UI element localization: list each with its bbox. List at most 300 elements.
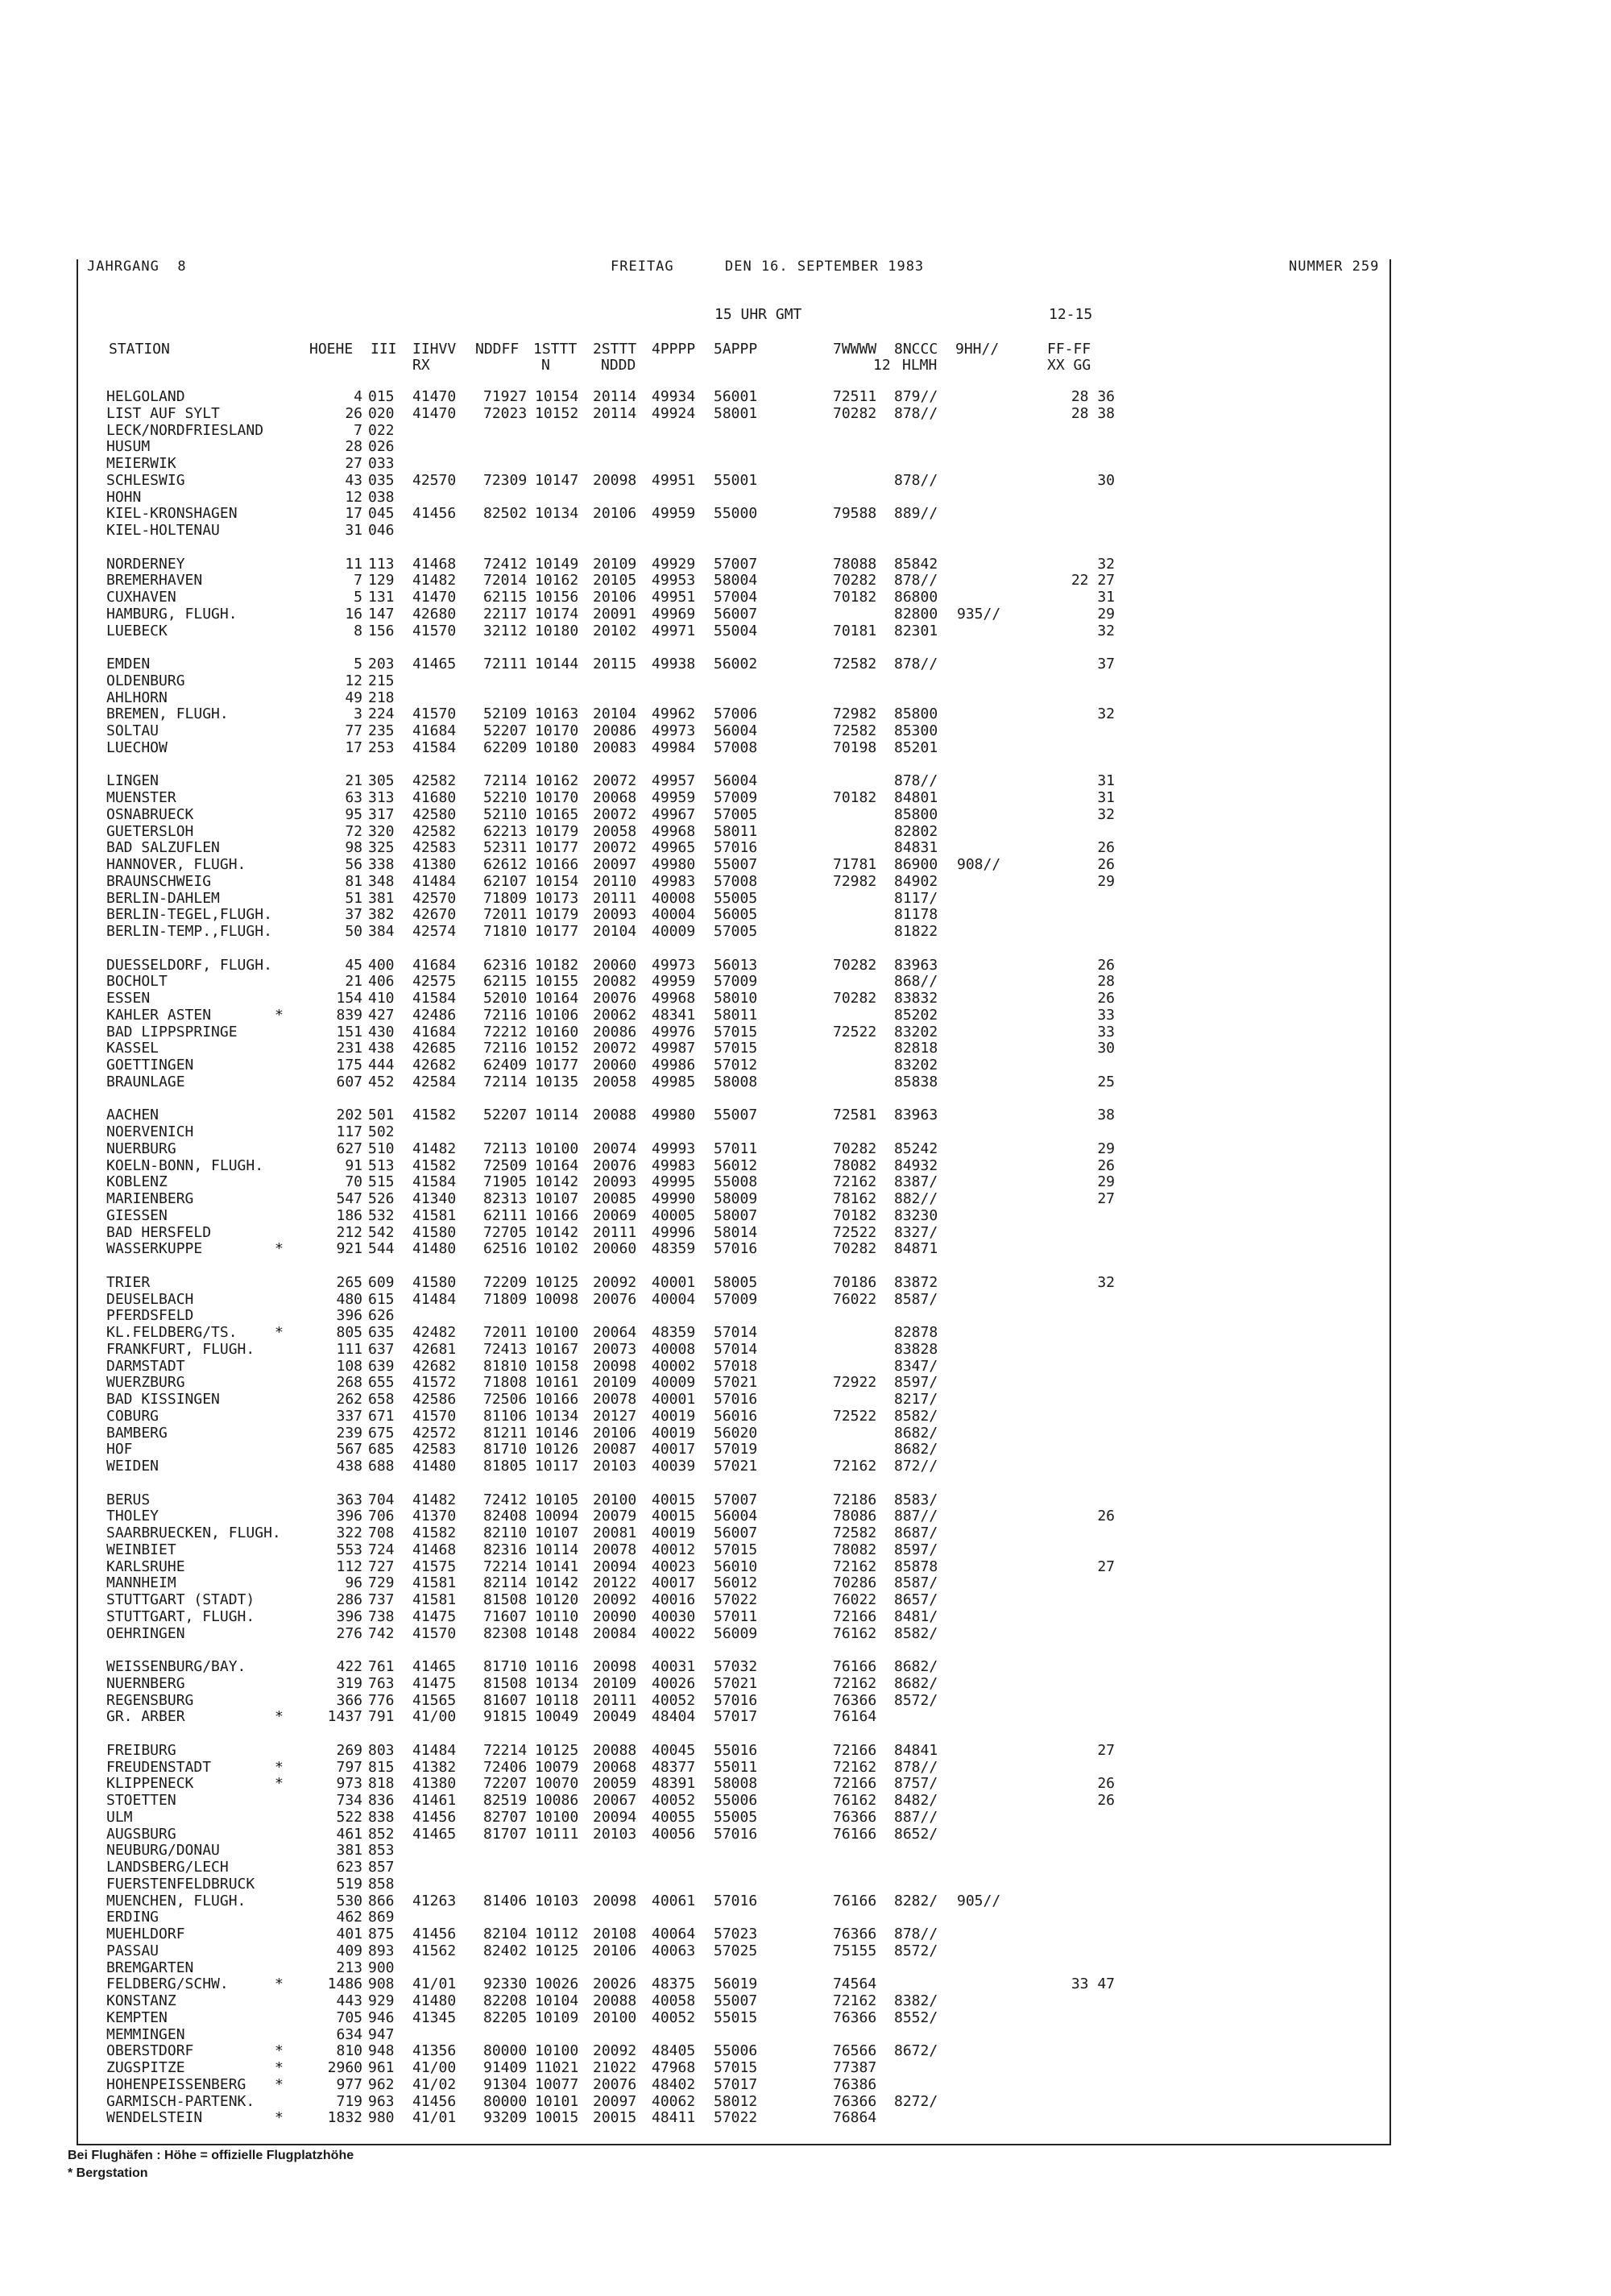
obs-value: 41470 — [412, 404, 457, 422]
obs-value: 20106 — [593, 505, 637, 523]
station-id: 203 — [368, 656, 395, 672]
obs-value: 58012 — [714, 2092, 758, 2110]
obs-value: 40052 — [652, 2008, 696, 2026]
obs-value: 882// — [894, 1190, 938, 1207]
obs-value: 41465 — [412, 656, 457, 672]
station-id: 836 — [368, 1792, 395, 1809]
obs-value: 85800 — [894, 705, 938, 723]
obs-value: 40031 — [652, 1658, 696, 1675]
station-name: KIEL-HOLTENAU — [106, 522, 220, 539]
obs-value: 85800 — [894, 805, 938, 823]
obs-value: 72982 — [833, 705, 877, 723]
station-row — [106, 2077, 1395, 2094]
station-height: 265 — [336, 1273, 362, 1291]
obs-value: 82110 — [483, 1524, 528, 1541]
obs-value: 10015 — [535, 2109, 579, 2127]
station-id: 317 — [368, 805, 395, 823]
obs-value: 40019 — [652, 1524, 696, 1541]
obs-value: 20109 — [593, 1374, 637, 1392]
obs-value: 76022 — [833, 1290, 877, 1308]
obs-value: 8582/ — [894, 1624, 938, 1642]
col-5appp: 5APPP — [714, 341, 758, 358]
obs-value: 84831 — [894, 839, 938, 857]
obs-value: 10180 — [535, 622, 579, 639]
obs-value: 20088 — [593, 1741, 637, 1759]
col-rx: RX — [412, 357, 430, 374]
obs-value: 10111 — [535, 1825, 579, 1843]
obs-value: 8552/ — [894, 2008, 938, 2026]
obs-value: 85201 — [894, 738, 938, 756]
obs-value: 40015 — [652, 1491, 696, 1508]
station-name: CUXHAVEN — [106, 589, 176, 606]
obs-value: 20114 — [593, 388, 637, 405]
obs-value: 72162 — [833, 1992, 877, 2009]
obs-value: 82502 — [483, 505, 528, 523]
station-name: DEUSELBACH — [106, 1290, 194, 1308]
station-name: PFERDSFELD — [106, 1307, 194, 1325]
obs-value: 49973 — [652, 956, 696, 974]
obs-value: 84932 — [894, 1156, 938, 1174]
obs-value: 41456 — [412, 1808, 457, 1826]
station-row — [106, 389, 1395, 406]
obs-value: 10107 — [535, 1190, 579, 1207]
obs-value: 55000 — [714, 505, 758, 523]
obs-value: 10125 — [535, 1741, 579, 1759]
obs-value: 55007 — [714, 1992, 758, 2009]
obs-value: 49959 — [652, 973, 696, 991]
obs-value: 41482 — [412, 1491, 457, 1508]
station-row — [106, 1993, 1395, 2010]
obs-value: 55007 — [714, 856, 758, 873]
station-name: WEINBIET — [106, 1541, 176, 1558]
station-name: AHLHORN — [106, 689, 168, 706]
obs-value: 20114 — [593, 404, 637, 422]
station-height: 17 — [345, 738, 362, 756]
obs-value: 935// — [957, 605, 1001, 623]
station-row — [106, 1743, 1395, 1760]
obs-value: 10107 — [535, 1524, 579, 1541]
station-height: 108 — [336, 1357, 362, 1375]
obs-value: 58007 — [714, 1206, 758, 1224]
station-id: 235 — [368, 722, 395, 739]
obs-value: 41370 — [412, 1508, 457, 1525]
obs-value: 10134 — [535, 1407, 579, 1425]
station-row — [106, 891, 1395, 908]
obs-value: 10152 — [535, 404, 579, 422]
obs-value: 81710 — [483, 1658, 528, 1675]
station-id: 946 — [368, 2008, 395, 2026]
obs-value: 84801 — [894, 789, 938, 806]
obs-value: 57021 — [714, 1674, 758, 1692]
station-row — [106, 406, 1395, 423]
obs-value: 58009 — [714, 1190, 758, 1207]
station-id: 045 — [368, 505, 395, 523]
station-id: 724 — [368, 1541, 395, 1558]
station-id: 738 — [368, 1607, 395, 1625]
station-row — [106, 1609, 1395, 1626]
obs-value: 72023 — [483, 404, 528, 422]
station-id: 671 — [368, 1407, 395, 1425]
obs-value: 58011 — [714, 822, 758, 840]
obs-value: 48359 — [652, 1240, 696, 1258]
station-row — [106, 1325, 1395, 1342]
station-id: 022 — [368, 421, 395, 439]
obs-value: 41470 — [412, 589, 457, 606]
obs-value: 8687/ — [894, 1524, 938, 1541]
obs-value: 77387 — [833, 2059, 877, 2076]
obs-value: 57008 — [714, 872, 758, 890]
station-height: 839 — [336, 1006, 362, 1024]
obs-value: 85842 — [894, 555, 938, 573]
station-height: 443 — [336, 1992, 362, 2009]
obs-value: 71781 — [833, 856, 877, 873]
station-id: 615 — [368, 1290, 395, 1308]
obs-value: 28 38 — [1071, 404, 1115, 422]
obs-value: 78082 — [833, 1156, 877, 1174]
obs-value: 85300 — [894, 722, 938, 739]
obs-value: 72166 — [833, 1607, 877, 1625]
obs-value: 57009 — [714, 1290, 758, 1308]
station-name: LANDSBERG/LECH — [106, 1859, 229, 1876]
station-row — [106, 2010, 1395, 2027]
obs-value: 80000 — [483, 2042, 528, 2060]
obs-value: 76366 — [833, 1808, 877, 1826]
obs-value: 41380 — [412, 1775, 457, 1793]
station-row — [106, 1007, 1395, 1024]
station-height: 1486 — [327, 1975, 362, 1993]
station-row — [106, 1392, 1395, 1409]
station-id: 704 — [368, 1491, 395, 1508]
station-row — [106, 490, 1395, 507]
station-row — [106, 523, 1395, 540]
station-row — [106, 723, 1395, 740]
station-name: KOBLENZ — [106, 1173, 168, 1191]
station-row — [106, 2060, 1395, 2077]
station-id: 113 — [368, 555, 395, 573]
obs-value: 10100 — [535, 1324, 579, 1341]
station-row — [106, 423, 1395, 440]
obs-value: 82316 — [483, 1541, 528, 1558]
obs-value: 41345 — [412, 2008, 457, 2026]
station-row — [106, 1191, 1395, 1208]
obs-value: 41482 — [412, 572, 457, 590]
station-id: 852 — [368, 1825, 395, 1843]
station-row — [106, 1024, 1395, 1041]
obs-value: 20081 — [593, 1524, 637, 1541]
obs-value: 58008 — [714, 1775, 758, 1793]
obs-value: 28 36 — [1071, 388, 1115, 405]
obs-value: 10103 — [535, 1892, 579, 1909]
obs-value: 20094 — [593, 1808, 637, 1826]
station-name: NUERBURG — [106, 1140, 176, 1157]
obs-value: 92330 — [483, 1975, 528, 1993]
station-name: BAD LIPPSPRINGE — [106, 1023, 238, 1040]
station-height: 438 — [336, 1458, 362, 1475]
station-id: 706 — [368, 1508, 395, 1525]
obs-value: 41480 — [412, 1458, 457, 1475]
obs-value: 10134 — [535, 505, 579, 523]
station-height: 480 — [336, 1290, 362, 1308]
obs-value: 76566 — [833, 2042, 877, 2060]
obs-value: 10154 — [535, 388, 579, 405]
obs-value: 57015 — [714, 1541, 758, 1558]
obs-value: 41470 — [412, 388, 457, 405]
station-name: KARLSRUHE — [106, 1558, 185, 1575]
obs-value: 72582 — [833, 656, 877, 672]
obs-value: 21022 — [593, 2059, 637, 2076]
station-row — [106, 706, 1395, 723]
obs-value: 10134 — [535, 1674, 579, 1692]
station-height: 276 — [336, 1624, 362, 1642]
obs-value: 25 — [1097, 1073, 1115, 1090]
obs-value: 71810 — [483, 923, 528, 940]
obs-value: 878// — [894, 656, 938, 672]
obs-value: 10165 — [535, 805, 579, 823]
station-height: 363 — [336, 1491, 362, 1508]
obs-value: 62516 — [483, 1240, 528, 1258]
station-height: 973 — [336, 1775, 362, 1793]
obs-value: 40039 — [652, 1458, 696, 1475]
obs-value: 55004 — [714, 622, 758, 639]
obs-value: 72114 — [483, 1073, 528, 1090]
station-height: 705 — [336, 2008, 362, 2026]
obs-value: 41582 — [412, 1107, 457, 1124]
obs-value: 42582 — [412, 822, 457, 840]
station-row — [106, 1508, 1395, 1525]
obs-value: 10110 — [535, 1607, 579, 1625]
obs-value: 10177 — [535, 1057, 579, 1074]
obs-value: 26 — [1097, 839, 1115, 857]
obs-value: 55015 — [714, 2008, 758, 2026]
obs-value: 20092 — [593, 1273, 637, 1291]
obs-value: 48359 — [652, 1324, 696, 1341]
obs-value: 52207 — [483, 1107, 528, 1124]
obs-value: 82308 — [483, 1624, 528, 1642]
obs-value: 49983 — [652, 1156, 696, 1174]
obs-value: 31 — [1097, 789, 1115, 806]
obs-value: 81508 — [483, 1674, 528, 1692]
station-id: 947 — [368, 2025, 395, 2043]
obs-value: 887// — [894, 1808, 938, 1826]
obs-value: 41/01 — [412, 1975, 457, 1993]
obs-value: 40030 — [652, 1607, 696, 1625]
obs-value: 22 27 — [1071, 572, 1115, 590]
obs-value: 40008 — [652, 1340, 696, 1358]
station-row — [106, 439, 1395, 456]
obs-value: 72162 — [833, 1674, 877, 1692]
obs-value: 48404 — [652, 1708, 696, 1726]
obs-value: 40004 — [652, 1290, 696, 1308]
station-name: LUECHOW — [106, 738, 168, 756]
obs-value: 31 — [1097, 772, 1115, 790]
obs-value: 20115 — [593, 656, 637, 672]
obs-value: 40002 — [652, 1357, 696, 1375]
obs-value: 56007 — [714, 605, 758, 623]
obs-value: 82878 — [894, 1324, 938, 1341]
obs-value: 72511 — [833, 388, 877, 405]
station-height: 91 — [345, 1156, 362, 1174]
obs-value: 20085 — [593, 1190, 637, 1207]
obs-value: 10098 — [535, 1290, 579, 1308]
obs-value: 10102 — [535, 1240, 579, 1258]
obs-value: 10086 — [535, 1792, 579, 1809]
station-row — [106, 573, 1395, 590]
obs-value: 82104 — [483, 1926, 528, 1942]
station-name: FUERSTENFELDBRUCK — [106, 1875, 255, 1893]
station-id: 838 — [368, 1808, 395, 1826]
col-7wwww: 7WWWW — [833, 341, 877, 358]
station-row — [106, 1709, 1395, 1726]
station-row — [106, 1141, 1395, 1158]
station-name: FREUDENSTADT — [106, 1758, 212, 1776]
station-row — [106, 790, 1395, 807]
obs-value: 72582 — [833, 1524, 877, 1541]
obs-value: 70182 — [833, 589, 877, 606]
obs-value: 10118 — [535, 1691, 579, 1709]
obs-value: 20062 — [593, 1006, 637, 1024]
obs-value: 38 — [1097, 1107, 1115, 1124]
obs-value: 10142 — [535, 1574, 579, 1592]
obs-value: 10160 — [535, 1023, 579, 1040]
obs-value: 42685 — [412, 1040, 457, 1057]
obs-value: 31 — [1097, 589, 1115, 606]
station-height: 1437 — [327, 1708, 362, 1726]
station-height: 268 — [336, 1374, 362, 1392]
obs-value: 8282/ — [894, 1892, 938, 1909]
station-height: 63 — [345, 789, 362, 806]
obs-value: 42680 — [412, 605, 457, 623]
station-row — [106, 606, 1395, 623]
station-id: 035 — [368, 471, 395, 489]
station-id: 218 — [368, 689, 395, 706]
station-id: 737 — [368, 1591, 395, 1608]
obs-value: 56005 — [714, 906, 758, 924]
station-id: 542 — [368, 1223, 395, 1241]
obs-value: 56002 — [714, 656, 758, 672]
station-id: 685 — [368, 1441, 395, 1458]
col-n: N — [541, 357, 550, 374]
obs-value: 20079 — [593, 1508, 637, 1525]
obs-value: 27 — [1097, 1190, 1115, 1207]
station-id: 858 — [368, 1875, 395, 1893]
obs-value: 42572 — [412, 1424, 457, 1442]
obs-value: 41565 — [412, 1691, 457, 1709]
obs-value: 72309 — [483, 471, 528, 489]
col-12: 12 — [873, 357, 891, 374]
station-name: OLDENBURG — [106, 672, 185, 689]
obs-value: 8272/ — [894, 2092, 938, 2110]
station-row — [106, 840, 1395, 857]
station-height: 70 — [345, 1173, 362, 1191]
obs-value: 49984 — [652, 738, 696, 756]
station-name: FELDBERG/SCHW. — [106, 1975, 229, 1993]
obs-value: 82402 — [483, 1942, 528, 1959]
obs-value: 57021 — [714, 1458, 758, 1475]
obs-value: 41570 — [412, 1407, 457, 1425]
obs-value: 10167 — [535, 1340, 579, 1358]
obs-value: 27 — [1097, 1741, 1115, 1759]
station-height: 202 — [336, 1107, 362, 1124]
obs-value: 62209 — [483, 738, 528, 756]
obs-value: 72116 — [483, 1006, 528, 1024]
station-height: 77 — [345, 722, 362, 739]
station-name: MEMMINGEN — [106, 2025, 185, 2043]
obs-value: 80000 — [483, 2092, 528, 2110]
obs-value: 52210 — [483, 789, 528, 806]
obs-value: 58008 — [714, 1073, 758, 1090]
station-id: 427 — [368, 1006, 395, 1024]
station-name: HOHN — [106, 488, 142, 506]
obs-value: 49968 — [652, 990, 696, 1007]
station-row — [106, 1693, 1395, 1710]
obs-value: 42583 — [412, 839, 457, 857]
station-id: 513 — [368, 1156, 395, 1174]
station-name: GR. ARBER — [106, 1708, 185, 1726]
station-row — [106, 1525, 1395, 1542]
obs-value: 57004 — [714, 589, 758, 606]
station-height: 212 — [336, 1223, 362, 1241]
obs-value: 49990 — [652, 1190, 696, 1207]
station-height: 634 — [336, 2025, 362, 2043]
station-id: 313 — [368, 789, 395, 806]
station-name: ULM — [106, 1808, 133, 1826]
obs-value: 20088 — [593, 1992, 637, 2009]
obs-value: 41461 — [412, 1792, 457, 1809]
obs-value: 10177 — [535, 923, 579, 940]
obs-value: 72582 — [833, 722, 877, 739]
obs-value: 40062 — [652, 2092, 696, 2110]
station-id: 761 — [368, 1658, 395, 1675]
obs-value: 58011 — [714, 1006, 758, 1024]
station-name: WENDELSTEIN — [106, 2109, 203, 2127]
station-height: 51 — [345, 889, 362, 907]
obs-value: 49967 — [652, 805, 696, 823]
obs-value: 10149 — [535, 555, 579, 573]
obs-value: 41/01 — [412, 2109, 457, 2127]
obs-value: 72111 — [483, 656, 528, 672]
obs-value: 8481/ — [894, 1607, 938, 1625]
mountain-marker: * — [275, 2075, 284, 2093]
obs-value: 81508 — [483, 1591, 528, 1608]
obs-value: 32 — [1097, 805, 1115, 823]
station-id: 727 — [368, 1558, 395, 1575]
station-id: 729 — [368, 1574, 395, 1592]
obs-value: 42570 — [412, 889, 457, 907]
station-row — [106, 1458, 1395, 1475]
obs-value: 8117/ — [894, 889, 938, 907]
obs-value: 72113 — [483, 1140, 528, 1157]
obs-value: 20074 — [593, 1140, 637, 1157]
obs-value: 76164 — [833, 1708, 877, 1726]
mountain-marker: * — [275, 1240, 284, 1258]
obs-value: 49951 — [652, 471, 696, 489]
obs-value: 42682 — [412, 1057, 457, 1074]
obs-value: 85878 — [894, 1558, 938, 1575]
station-name: MEIERWIK — [106, 455, 176, 472]
obs-value: 76366 — [833, 2092, 877, 2110]
obs-value: 41484 — [412, 1741, 457, 1759]
obs-value: 32 — [1097, 1273, 1115, 1291]
station-name: BERLIN-TEGEL,FLUGH. — [106, 906, 272, 924]
obs-value: 20060 — [593, 1240, 637, 1258]
station-row — [106, 2094, 1395, 2111]
station-id: 980 — [368, 2109, 395, 2127]
station-id: 963 — [368, 2092, 395, 2110]
station-id: 708 — [368, 1524, 395, 1541]
obs-value: 49983 — [652, 872, 696, 890]
station-row — [106, 1626, 1395, 1643]
obs-value: 10162 — [535, 572, 579, 590]
